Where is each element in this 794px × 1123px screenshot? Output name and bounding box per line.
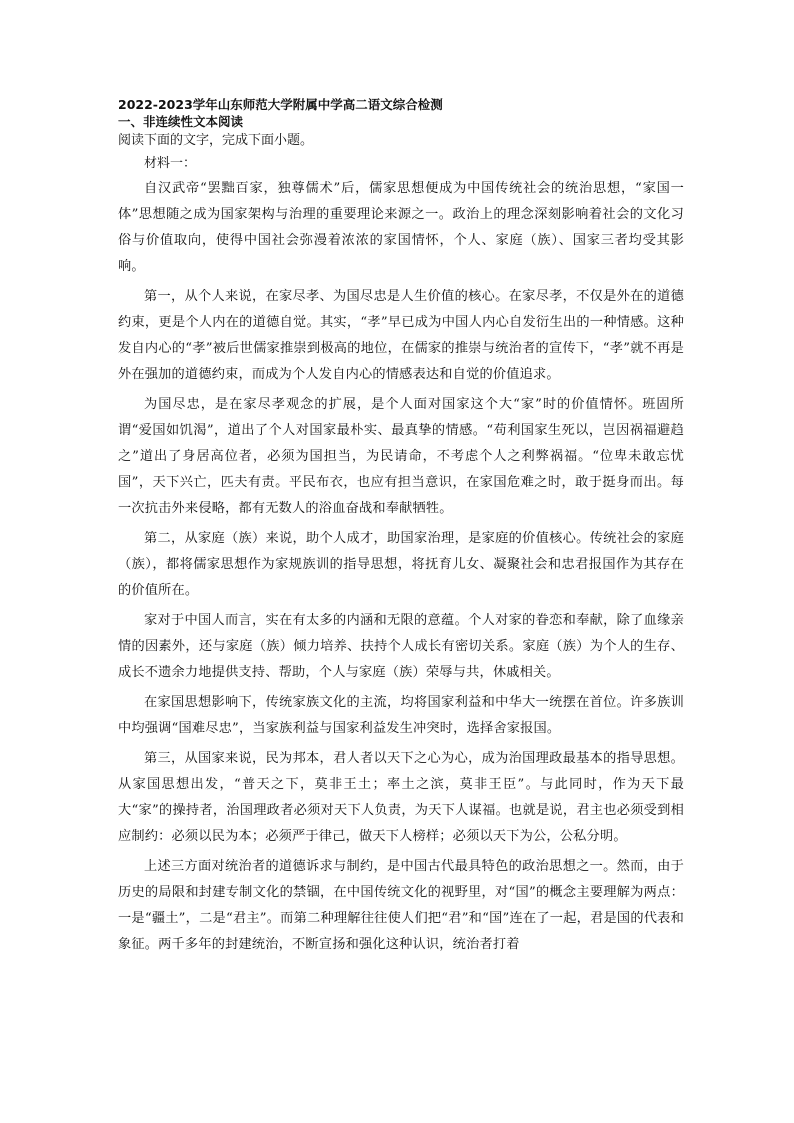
paragraph: 在家国思想影响下，传统家族文化的主流，均将国家利益和中华大一统摆在首位。许多族训中均强调“国难尽忠”，当家族利益与国家利益发生冲突时，选择舍家报国。	[118, 695, 684, 736]
paragraph: 为国尽忠，是在家尽孝观念的扩展，是个人面对国家这个大“家”时的价值情怀。班固所谓“爱国如饥渴”，道出了个人对国家最朴实、最真挚的情感。“苟利国家生死以，岂因祸福避趋之”道出了身居高位者，必须为国担当，为民请命，不考虑个人之利弊祸福。“位卑未敢忘忧国”，天下兴亡，匹夫有责。平民布衣，也应有担当意识，在家国危难之时，敢于挺身而出。每一次抗击外来侵略，都有无数人的浴血奋战和奉献牺牲。	[118, 397, 684, 516]
document-title: 2022-2023学年山东师范大学附属中学高二语文综合检测	[118, 97, 443, 112]
paragraph: 自汉武帝“罢黜百家，独尊儒术”后，儒家思想便成为中国传统社会的统治思想，“家国一体”思想随之成为国家架构与治理的重要理论来源之一。政治上的理念深刻影响着社会的文化习俗与价值取向，使得中国社会弥漫着浓浓的家国情怀，个人、家庭（族）、国家三者均受其影响。	[118, 181, 684, 274]
paragraph: 第三，从国家来说，民为邦本，君人者以天下之心为心，成为治国理政最基本的指导思想。从家国思想出发，“普天之下，莫非王土；率土之滨，莫非王臣”。与此同时，作为天下最大“家”的操持者，治国理政者必须对天下人负责，为天下人谋福。也就是说，君主也必须受到相应制约：必须以民为本；必须严于律己，做天下人榜样；必须以天下为公，公私分明。	[118, 751, 684, 844]
paragraph: 家对于中国人而言，实在有太多的内涵和无限的意蕴。个人对家的眷恋和奉献，除了血缘亲情的因素外，还与家庭（族）倾力培养、扶持个人成长有密切关系。家庭（族）为个人的生存、成长不遗余力地提供支持、帮助，个人与家庭（族）荣辱与共，休戚相关。	[118, 613, 684, 680]
document-page	[118, 96, 684, 962]
paragraph: 上述三方面对统治者的道德诉求与制约，是中国古代最具特色的政治思想之一。然而，由于历史的局限和封建专制文化的禁锢，在中国传统文化的视野里，对“国”的概念主要理解为两点：一是“疆土”，二是“君主”。而第二种理解往往使人们把“君”和“国”连在了一起，君是国的代表和象征。两千多年的封建统治，不断宣扬和强化这种认识，统治者打着	[118, 859, 684, 952]
paragraph: 第一，从个人来说，在家尽孝、为国尽忠是人生价值的核心。在家尽孝，不仅是外在的道德约束，更是个人内在的道德自觉。其实，“孝”早已成为中国人内心自发衍生出的一种情感。这种发自内心的“孝”被后世儒家推崇到极高的地位，在儒家的推崇与统治者的宣传下，“孝”就不再是外在强加的道德约束，而成为个人发自内心的情感表达和自觉的价值追求。	[118, 289, 684, 382]
section-heading: 一、非连续性文本阅读	[118, 114, 244, 129]
paragraph: 第二，从家庭（族）来说，助个人成才，助国家治理，是家庭的价值核心。传统社会的家庭（族），都将儒家思想作为家规族训的指导思想，将抚育儿女、凝聚社会和忠君报国作为其存在的价值所在。	[118, 531, 684, 598]
material-label: 材料一：	[144, 156, 197, 171]
reading-instruction: 阅读下面的文字，完成下面小题。	[118, 133, 314, 148]
